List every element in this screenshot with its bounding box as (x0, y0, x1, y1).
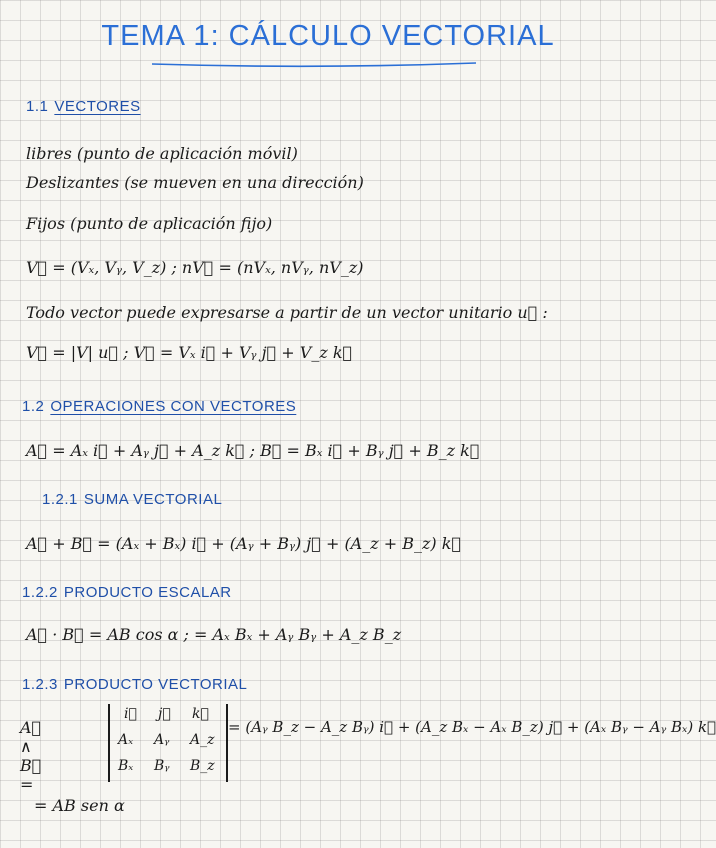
section-heading-1-1 (26, 98, 141, 115)
section-title: SUMA VECTORIAL (83, 491, 223, 508)
matrix-cell: B_z (190, 758, 215, 774)
section-title: OPERACIONES CON VECTORES (50, 398, 297, 415)
equation-producto-escalar: A⃗ · B⃗ = AB cos α ; = Aₓ Bₓ + Aᵧ Bᵧ + A_z B_z (26, 625, 402, 644)
matrix-cell: Aᵧ (154, 732, 170, 748)
determinant-matrix (108, 704, 228, 782)
matrix-cell: A_z (190, 732, 215, 748)
equation-v-definition: V⃗ = (Vₓ, Vᵧ, V_z) ; nV⃗ = (nVₓ, nVᵧ, nV_z) (26, 258, 364, 277)
section-heading-1-2-3 (22, 676, 247, 693)
page-title: TEMA 1: CÁLCULO VECTORIAL (101, 20, 555, 52)
equation-sen: = AB sen α (34, 796, 125, 815)
cross-product-label: A⃗ ∧ B⃗ = (20, 718, 42, 794)
section-heading-1-2-1 (42, 491, 222, 508)
title-underline (150, 60, 480, 70)
section-number: 1.2.3 (22, 676, 58, 693)
text-vector-unitario: Todo vector puede expresarse a partir de un vector unitario u⃗ : (26, 303, 548, 322)
section-number: 1.2 (22, 398, 45, 415)
section-title: PRODUCTO ESCALAR (63, 584, 232, 601)
matrix-cell: Bᵧ (154, 758, 170, 774)
section-heading-1-2 (22, 398, 296, 415)
section-number: 1.1 (26, 98, 49, 115)
cross-product-result: = (Aᵧ B_z − A_z Bᵧ) i⃗ + (A_z Bₓ − Aₓ B_z) j⃗ + (Aₓ Bᵧ − Aᵧ Bₓ) k⃗ (228, 718, 716, 736)
matrix-cell: Aₓ (118, 732, 134, 748)
section-title: PRODUCTO VECTORIAL (63, 676, 248, 693)
matrix-cell: k⃗ (192, 706, 209, 722)
section-title: VECTORES (54, 98, 141, 115)
matrix-cell: i⃗ (124, 706, 137, 722)
equation-a-b-definition: A⃗ = Aₓ i⃗ + Aᵧ j⃗ + A_z k⃗ ; B⃗ = Bₓ i⃗ + Bᵧ j⃗ + B_z k⃗ (26, 441, 480, 460)
section-heading-1-2-2 (22, 584, 232, 601)
text-fijos: Fijos (punto de aplicación fijo) (26, 214, 273, 233)
equation-v-modulo: V⃗ = |V| u⃗ ; V⃗ = Vₓ i⃗ + Vᵧ j⃗ + V_z k⃗ (26, 343, 353, 362)
matrix-cell: Bₓ (118, 758, 134, 774)
section-number: 1.2.2 (22, 584, 58, 601)
text-libres: libres (punto de aplicación móvil) (26, 144, 298, 163)
section-number: 1.2.1 (42, 491, 78, 508)
equation-suma: A⃗ + B⃗ = (Aₓ + Bₓ) i⃗ + (Aᵧ + Bᵧ) j⃗ + (A_z + B_z) k⃗ (26, 534, 462, 553)
matrix-cell: j⃗ (158, 706, 171, 722)
text-deslizantes: Deslizantes (se mueven en una dirección) (26, 173, 364, 192)
